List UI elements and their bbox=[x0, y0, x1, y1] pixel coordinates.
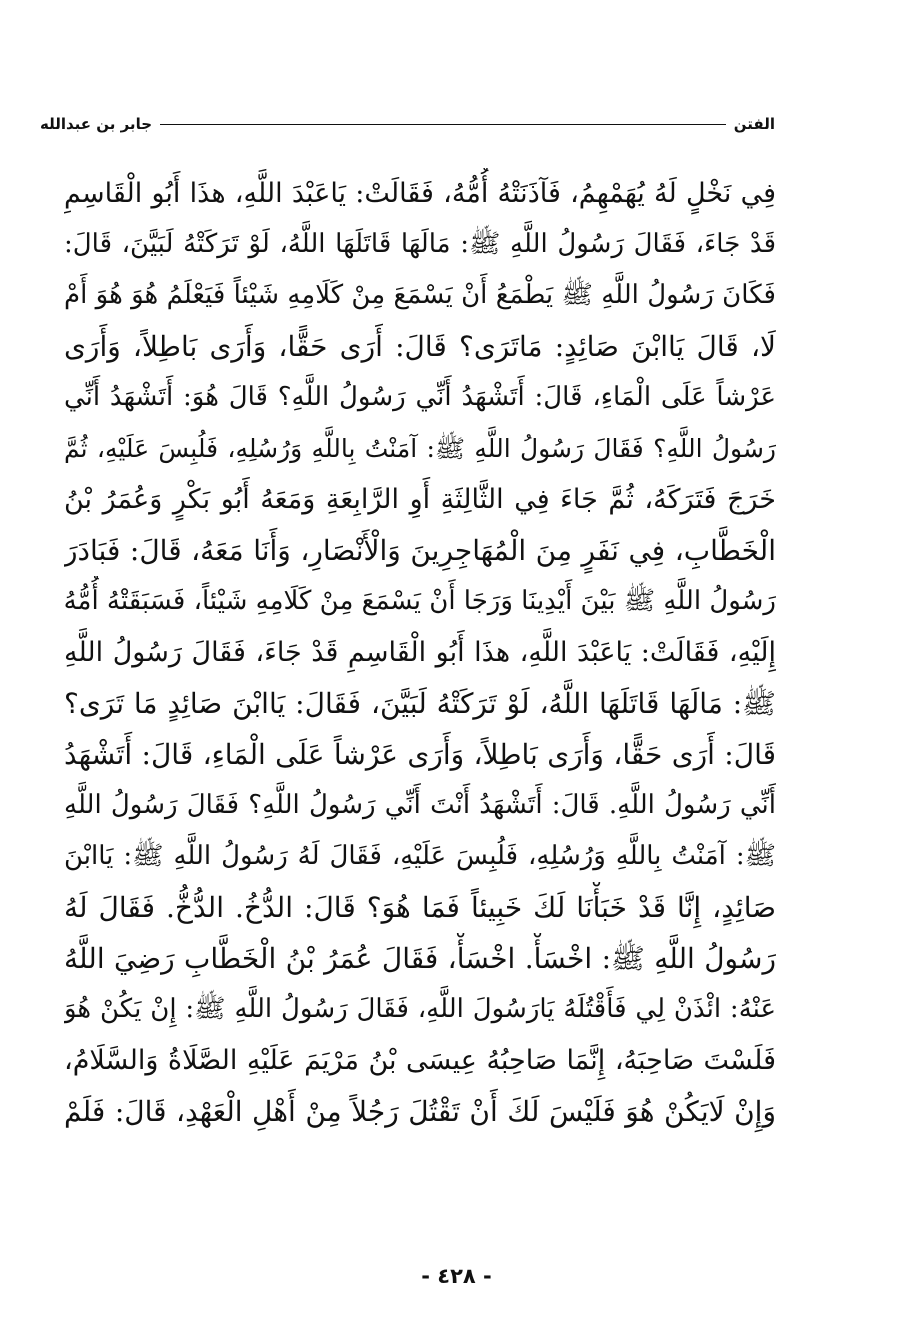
text-line: فَلَسْتَ صَاحِبَهُ، إِنَّمَا صَاحِبُهُ عِيسَى بْنُ مَرْيَمَ عَلَيْهِ الصَّلَاةُ وَالسَّلَامُ، bbox=[64, 1045, 776, 1076]
text-line: خَرَجَ فَتَرَكَهُ، ثُمَّ جَاءَ فِي الثَّالِثَةِ أَوِ الرَّابِعَةِ وَمَعَهُ أَبُو بَكْرٍ وَعُمَرُ بْنُ bbox=[64, 484, 776, 515]
text-line: عَنْهُ: ائْذَنْ لِي فَأَقْتُلَهُ يَارَسُولَ اللَّهِ، فَقَالَ رَسُولُ اللَّهِ ﷺ: إِنْ يَكُنْ هُوَ bbox=[64, 994, 776, 1024]
text-line: ﷺ: مَالَهَا قَاتَلَهَا اللَّهُ، لَوْ تَرَكَتْهُ لَبَيَّنَ، فَقَالَ: يَاابْنَ صَائِدٍ مَا تَرَى؟ bbox=[64, 687, 776, 720]
text-line: رَسُولُ اللَّهِ ﷺ: اخْسَأْ. اخْسَأْ، فَقَالَ عُمَرُ بْنُ الْخَطَّابِ رَضِيَ اللَّهُ bbox=[64, 942, 776, 975]
running-header bbox=[40, 112, 775, 136]
text-line: لَا، قَالَ يَاابْنَ صَائِدٍ: مَاتَرَى؟ قَالَ: أَرَى حَقًّا، وَأَرَى بَاطِلاً، وَأَرَى bbox=[64, 330, 776, 363]
body-text bbox=[64, 168, 776, 1228]
text-line: إِلَيْهِ، فَقَالَتْ: يَاعَبْدَ اللَّهِ، هذَا أَبُو الْقَاسِمِ قَدْ جَاءَ، فَقَالَ رَسُولُ اللَّهِ bbox=[64, 637, 776, 668]
text-line: فَكَانَ رَسُولُ اللَّهِ ﷺ يَطْمَعُ أَنْ يَسْمَعَ مِنْ كَلَامِهِ شَيْئاً فَيَعْلَمُ هُوَ هُوَ أَمْ bbox=[64, 280, 776, 310]
text-line: أَنِّي رَسُولُ اللَّهِ. قَالَ: أَتَشْهَدُ أَنْتَ أَنِّي رَسُولُ اللَّهِ؟ فَقَالَ رَسُولُ اللَّهِ bbox=[64, 790, 776, 820]
page-number: - ٤٢٨ - bbox=[421, 1264, 492, 1288]
text-line: فِي نَخْلٍ لَهُ يُهَمْهِمُ، فَآذَنَتْهُ أُمُّهُ، فَقَالَتْ: يَاعَبْدَ اللَّهِ، هذَا أَبُو الْقَاسِمِ bbox=[64, 178, 776, 209]
text-line: قَالَ: أَرَى حَقًّا، وَأَرَى بَاطِلاً، وَأَرَى عَرْشاً عَلَى الْمَاءِ، قَالَ: أَتَشْهَدُ bbox=[64, 738, 776, 771]
text-line: رَسُولُ اللَّهِ ﷺ بَيْنَ أَيْدِينَا وَرَجَا أَنْ يَسْمَعَ مِنْ كَلَامِهِ شَيْئاً، فَسَبَقَتْهُ أُمُّهُ bbox=[64, 586, 776, 616]
text-line: صَائِدٍ، إِنَّا قَدْ خَبَأْنَا لَكَ خَبِيئاً فَمَا هُوَ؟ قَالَ: الدُّخُ. الدُّخُّ. فَقَالَ لَهُ bbox=[64, 891, 776, 924]
header-rule bbox=[160, 124, 726, 125]
text-line: وَإِنْ لَايَكُنْ هُوَ فَلَيْسَ لَكَ أَنْ تَقْتُلَ رَجُلاً مِنْ أَهْلِ الْعَهْدِ، قَالَ: فَلَمْ bbox=[64, 1095, 776, 1128]
narrator-name: جابر بن عبدالله bbox=[40, 115, 153, 133]
text-line: رَسُولُ اللَّهِ؟ فَقَالَ رَسُولُ اللَّهِ ﷺ: آمَنْتُ بِاللَّهِ وَرُسُلِهِ، فَلُبِسَ عَلَيْهِ، ثُمَّ bbox=[64, 434, 776, 463]
chapter-title: الفتن bbox=[733, 115, 775, 133]
text-line: ﷺ: آمَنْتُ بِاللَّهِ وَرُسُلِهِ، فَلُبِسَ عَلَيْهِ، فَقَالَ لَهُ رَسُولُ اللَّهِ ﷺ: يَاابْنَ bbox=[64, 841, 776, 871]
text-line: قَدْ جَاءَ، فَقَالَ رَسُولُ اللَّهِ ﷺ: مَالَهَا قَاتَلَهَا اللَّهُ، لَوْ تَرَكَتْهُ لَبَيَّنَ، قَالَ: bbox=[64, 229, 776, 259]
text-line: عَرْشاً عَلَى الْمَاءِ، قَالَ: أَتَشْهَدُ أَنِّي رَسُولُ اللَّهِ؟ قَالَ هُوَ: أَتَشْهَدُ أَنِّي bbox=[64, 382, 776, 412]
text-line: الْخَطَّابِ، فِي نَفَرٍ مِنَ الْمُهَاجِرِينَ وَالْأَنْصَارِ، وَأَنَا مَعَهُ، قَالَ: فَبَادَرَ bbox=[64, 534, 776, 567]
